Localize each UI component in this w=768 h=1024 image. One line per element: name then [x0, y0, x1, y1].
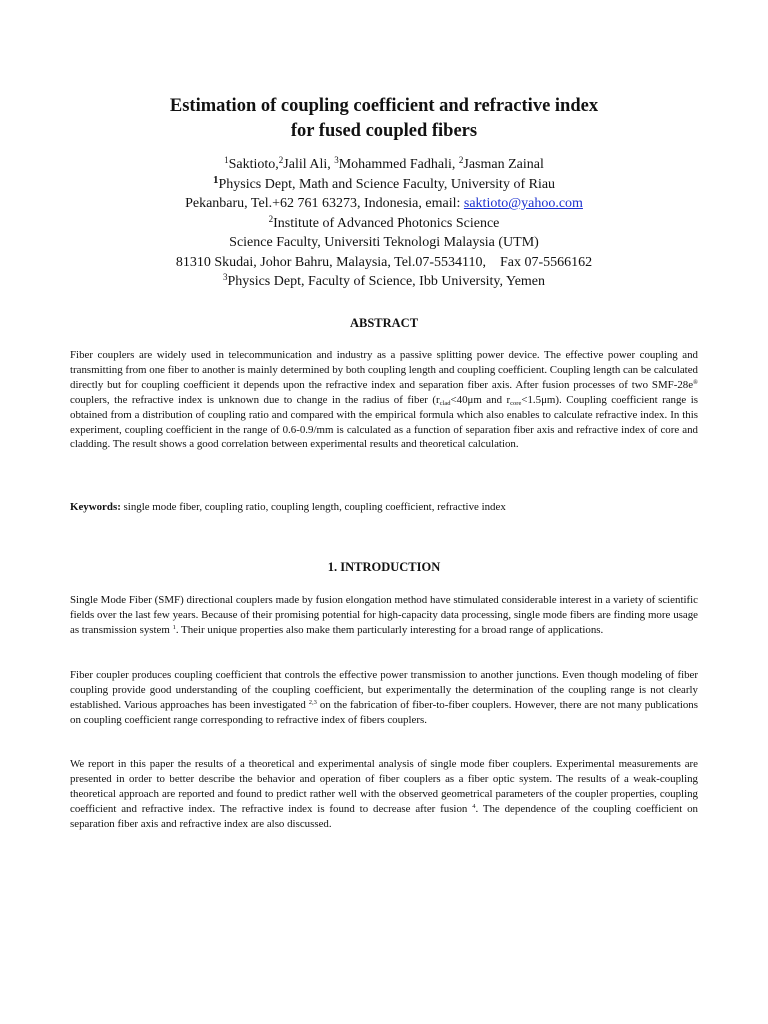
paper-title [0, 94, 768, 144]
title-line-1: Estimation of coupling coefficient and refractive index [169, 96, 599, 116]
affiliation-marker: 3 [334, 155, 339, 165]
text-run: . Their unique properties also make them particularly interesting for a broad range of applications. [175, 623, 604, 636]
affiliation-marker: 1 [224, 155, 229, 165]
subscript: clad [439, 399, 451, 407]
text-run: Single Mode Fiber (SMF) directional couplers made by fusion elongation method have stimulated considerable interest in a variety of scientific fields over the last few years. Because of their promising potential for high-capacity data processing, single mode fibers are finding more usage as transmission system [70, 594, 698, 636]
author-name: Mohammed Fadhali, [338, 157, 459, 172]
author-name: Saktioto, [228, 157, 279, 172]
registered-mark: ® [693, 378, 698, 386]
author-name: Jasman Zainal [463, 157, 544, 172]
affiliation-text: Physics Dept, Faculty of Science, Ibb University, Yemen [227, 274, 546, 289]
citation-ref: 4 [472, 802, 476, 810]
introduction-paragraph-1 [70, 593, 698, 638]
text-run: on the fabrication of fiber-to-fiber couplers. However, there are not many publications on coupling coefficient range corresponding to refractive index of fibers couplers. [70, 698, 698, 726]
text-run: . The dependence of the coupling coefficient on separation fiber axis and refractive index are also discussed. [70, 802, 698, 830]
text-run: Fiber coupler produces coupling coefficient that controls the effective power transmission to another junctions. Even though modeling of fiber coupling provide good understanding of the coupling coefficient, but experimentally the determination of the coupling range is not clearly established. Various approaches has been investigated [70, 669, 698, 711]
text-run: Fiber couplers are widely used in telecommunication and industry as a passive splitting power device. The effective power coupling and transmitting from one fiber to another is mainly determined by both coupling length and coupling coefficient. Coupling length can be calculated directly but for coupling coefficient it depends upon the refractive index and separation fiber axis. After fusion processes of two SMF-28e [70, 349, 698, 391]
affiliation-1 [0, 175, 768, 195]
affiliation-marker: 2 [268, 213, 274, 224]
text-run: <40μm and r [450, 393, 511, 406]
affiliation-2-address: 81310 Skudai, Johor Bahru, Malaysia, Tel.07-5534110, Fax 07-5566162 [175, 254, 593, 270]
keywords-label: Keywords: [70, 501, 121, 513]
abstract-paragraph [70, 348, 698, 452]
affiliation-text: Pekanbaru, Tel.+62 761 63273, Indonesia, email: [185, 196, 464, 211]
affiliation-marker: 2 [458, 155, 464, 165]
author-list [0, 155, 768, 175]
affiliation-text: Institute of Advanced Photonics Science [273, 215, 500, 231]
introduction-paragraph-2 [70, 668, 698, 728]
text-run: We report in this paper the results of a theoretical and experimental analysis of single mode fiber couplers. Experimental measurements are presented in order to better describe the behavior and operation of fiber couplers as a fiber optic system. The results of a weak-coupling theoretical approach are reported and found to predict rather well with the observed geometrical parameters of the coupler properties, coupling coefficient and refractive index. The refractive index is found to decrease after fusion [70, 758, 698, 815]
citation-ref: 2,3 [308, 698, 317, 706]
introduction-paragraph-3 [70, 757, 698, 832]
text-run: <1.5μm). Coupling coefficient range is obtained from a distribution of coupling ratio and compared with the empirical formula which also enables to calculate refractive index. In this experiment, coupling coefficient in the range of 0.6-0.9/mm is calculated as a function of separation fiber axis and refractive index of core and cladding. The result shows a good correlation between experimental results and theoretical calculation. [70, 393, 699, 451]
affiliation-text: Physics Dept, Math and Science Faculty, University of Riau [218, 176, 556, 192]
affiliation-2 [0, 214, 768, 234]
affiliation-marker: 1 [212, 173, 219, 186]
affiliation-3 [0, 272, 768, 292]
affiliation-2-line-2: Science Faculty, Universiti Teknologi Malaysia (UTM) [229, 235, 539, 250]
title-line-2: for fused coupled fibers [290, 121, 478, 141]
citation-ref: 1 [172, 623, 176, 631]
abstract-heading: ABSTRACT [349, 316, 419, 330]
keywords-text: single mode fiber, coupling ratio, coupling length, coupling coefficient, refractive index [120, 501, 506, 513]
affiliation-marker: 3 [222, 272, 228, 282]
subscript: core [510, 399, 522, 407]
affiliation-marker: 2 [278, 155, 284, 165]
text-run: couplers, the refractive index is unknown due to change in the radius of fiber (r [70, 393, 440, 406]
email-link[interactable]: saktioto@yahoo.com [463, 196, 583, 211]
author-block [0, 155, 768, 292]
keywords-line [70, 500, 698, 515]
affiliation-1-address [0, 194, 768, 214]
author-name: Jalil Ali, [283, 157, 335, 172]
introduction-heading: 1. INTRODUCTION [327, 560, 441, 574]
